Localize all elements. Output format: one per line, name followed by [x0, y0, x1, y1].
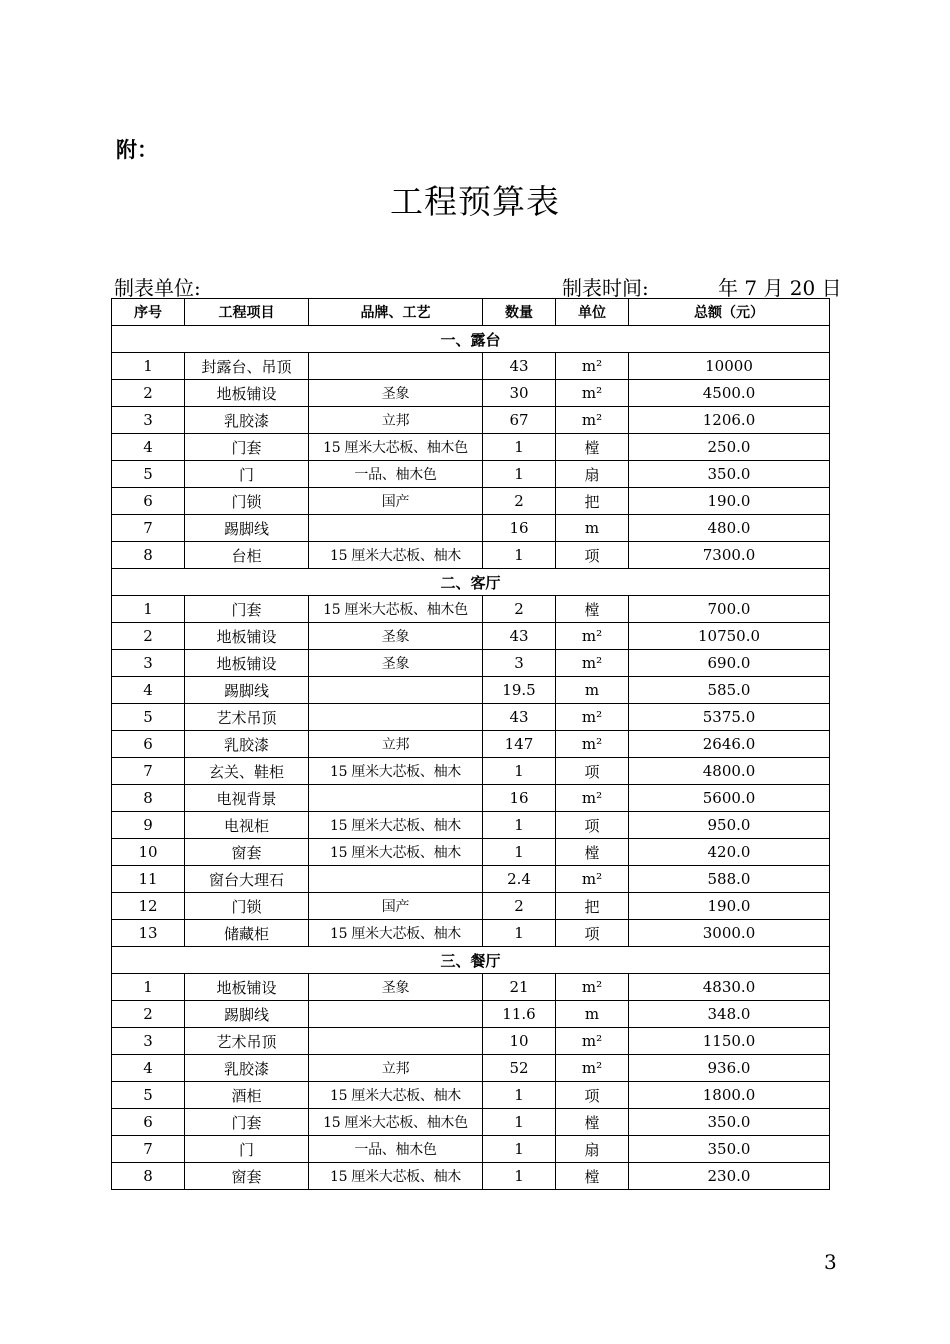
cell-item: 门	[185, 1136, 309, 1163]
cell-index: 8	[112, 1163, 185, 1190]
cell-index: 5	[112, 704, 185, 731]
cell-index: 8	[112, 785, 185, 812]
cell-unit: m²	[556, 731, 629, 758]
cell-unit: 樘	[556, 1109, 629, 1136]
cell-brand: 立邦	[309, 1055, 483, 1082]
cell-total: 700.0	[629, 596, 830, 623]
table-row	[112, 812, 830, 839]
cell-item: 门套	[185, 596, 309, 623]
table-header-row	[112, 299, 830, 326]
cell-item: 窗套	[185, 839, 309, 866]
cell-item: 门套	[185, 1109, 309, 1136]
cell-brand: 立邦	[309, 407, 483, 434]
cell-total: 7300.0	[629, 542, 830, 569]
cell-total: 1206.0	[629, 407, 830, 434]
cell-unit: 扇	[556, 461, 629, 488]
cell-index: 9	[112, 812, 185, 839]
table-row	[112, 434, 830, 461]
cell-unit: m	[556, 1001, 629, 1028]
cell-unit: m²	[556, 650, 629, 677]
cell-brand	[309, 1028, 483, 1055]
cell-index: 2	[112, 623, 185, 650]
cell-quantity: 1	[483, 1109, 556, 1136]
cell-unit: 把	[556, 893, 629, 920]
cell-unit: m²	[556, 866, 629, 893]
cell-quantity: 3	[483, 650, 556, 677]
cell-index: 11	[112, 866, 185, 893]
cell-total: 5600.0	[629, 785, 830, 812]
cell-item: 地板铺设	[185, 380, 309, 407]
cell-index: 1	[112, 596, 185, 623]
cell-total: 350.0	[629, 1136, 830, 1163]
cell-quantity: 1	[483, 758, 556, 785]
cell-brand: 圣象	[309, 974, 483, 1001]
cell-brand	[309, 785, 483, 812]
cell-total: 190.0	[629, 488, 830, 515]
table-row	[112, 1082, 830, 1109]
page-number: 3	[824, 1250, 837, 1274]
cell-brand: 15 厘米大芯板、柚木	[309, 758, 483, 785]
section-title: 三、餐厅	[112, 947, 830, 974]
cell-quantity: 2	[483, 596, 556, 623]
table-row	[112, 920, 830, 947]
cell-brand	[309, 677, 483, 704]
cell-unit: 樘	[556, 434, 629, 461]
cell-unit: 项	[556, 542, 629, 569]
header-quantity: 数量	[483, 299, 556, 326]
cell-index: 7	[112, 515, 185, 542]
table-row	[112, 407, 830, 434]
cell-quantity: 11.6	[483, 1001, 556, 1028]
cell-brand	[309, 704, 483, 731]
cell-total: 3000.0	[629, 920, 830, 947]
cell-index: 6	[112, 1109, 185, 1136]
table-row	[112, 758, 830, 785]
cell-unit: 项	[556, 920, 629, 947]
table-row	[112, 974, 830, 1001]
cell-item: 玄关、鞋柜	[185, 758, 309, 785]
table-row	[112, 353, 830, 380]
cell-quantity: 1	[483, 1163, 556, 1190]
cell-item: 门套	[185, 434, 309, 461]
cell-index: 2	[112, 1001, 185, 1028]
cell-brand: 15 厘米大芯板、柚木	[309, 839, 483, 866]
cell-quantity: 43	[483, 623, 556, 650]
attachment-prefix: 附：	[116, 138, 158, 162]
cell-index: 12	[112, 893, 185, 920]
cell-index: 6	[112, 731, 185, 758]
cell-total: 950.0	[629, 812, 830, 839]
cell-quantity: 1	[483, 1082, 556, 1109]
cell-brand: 15 厘米大芯板、柚木色	[309, 434, 483, 461]
table-row	[112, 1001, 830, 1028]
cell-item: 电视背景	[185, 785, 309, 812]
cell-total: 230.0	[629, 1163, 830, 1190]
cell-index: 7	[112, 1136, 185, 1163]
cell-total: 190.0	[629, 893, 830, 920]
cell-unit: 项	[556, 1082, 629, 1109]
cell-unit: 扇	[556, 1136, 629, 1163]
cell-quantity: 147	[483, 731, 556, 758]
cell-quantity: 16	[483, 785, 556, 812]
cell-unit: 樘	[556, 1163, 629, 1190]
cell-total: 690.0	[629, 650, 830, 677]
cell-index: 6	[112, 488, 185, 515]
cell-unit: 樘	[556, 596, 629, 623]
cell-brand: 15 厘米大芯板、柚木	[309, 1082, 483, 1109]
cell-item: 酒柜	[185, 1082, 309, 1109]
table-row	[112, 488, 830, 515]
cell-total: 5375.0	[629, 704, 830, 731]
cell-quantity: 43	[483, 704, 556, 731]
table-row	[112, 1163, 830, 1190]
cell-quantity: 1	[483, 461, 556, 488]
cell-unit: 把	[556, 488, 629, 515]
cell-quantity: 21	[483, 974, 556, 1001]
cell-brand: 15 厘米大芯板、柚木	[309, 920, 483, 947]
table-row	[112, 731, 830, 758]
cell-total: 420.0	[629, 839, 830, 866]
table-body	[112, 326, 830, 1190]
cell-item: 窗台大理石	[185, 866, 309, 893]
cell-index: 5	[112, 461, 185, 488]
cell-index: 1	[112, 974, 185, 1001]
cell-total: 4830.0	[629, 974, 830, 1001]
cell-quantity: 67	[483, 407, 556, 434]
cell-unit: m	[556, 677, 629, 704]
prepared-by-label: 制表单位:	[114, 276, 201, 300]
cell-quantity: 30	[483, 380, 556, 407]
cell-total: 1150.0	[629, 1028, 830, 1055]
cell-brand: 国产	[309, 488, 483, 515]
cell-index: 3	[112, 650, 185, 677]
cell-total: 250.0	[629, 434, 830, 461]
cell-unit: m²	[556, 704, 629, 731]
cell-total: 10750.0	[629, 623, 830, 650]
cell-index: 10	[112, 839, 185, 866]
cell-total: 936.0	[629, 1055, 830, 1082]
header-total: 总额（元）	[629, 299, 830, 326]
cell-item: 门锁	[185, 488, 309, 515]
table-row	[112, 839, 830, 866]
cell-brand: 国产	[309, 893, 483, 920]
cell-item: 乳胶漆	[185, 1055, 309, 1082]
header-unit: 单位	[556, 299, 629, 326]
cell-total: 4500.0	[629, 380, 830, 407]
cell-unit: m²	[556, 974, 629, 1001]
cell-item: 门锁	[185, 893, 309, 920]
cell-total: 588.0	[629, 866, 830, 893]
cell-brand: 圣象	[309, 623, 483, 650]
table-row	[112, 461, 830, 488]
table-row	[112, 596, 830, 623]
cell-brand: 15 厘米大芯板、柚木	[309, 1163, 483, 1190]
section-row	[112, 326, 830, 353]
cell-quantity: 1	[483, 542, 556, 569]
cell-brand: 圣象	[309, 650, 483, 677]
cell-unit: m²	[556, 623, 629, 650]
prepared-time-label: 制表时间:	[562, 276, 649, 300]
section-row	[112, 569, 830, 596]
cell-quantity: 43	[483, 353, 556, 380]
table-row	[112, 650, 830, 677]
cell-index: 4	[112, 434, 185, 461]
cell-item: 乳胶漆	[185, 407, 309, 434]
table-row	[112, 704, 830, 731]
section-row	[112, 947, 830, 974]
cell-unit: m²	[556, 785, 629, 812]
cell-brand: 15 厘米大芯板、柚木	[309, 542, 483, 569]
cell-brand: 一品、柚木色	[309, 461, 483, 488]
cell-total: 10000	[629, 353, 830, 380]
cell-unit: m²	[556, 1055, 629, 1082]
table-row	[112, 1028, 830, 1055]
header-item: 工程项目	[185, 299, 309, 326]
cell-brand	[309, 866, 483, 893]
cell-index: 1	[112, 353, 185, 380]
cell-item: 艺术吊顶	[185, 1028, 309, 1055]
cell-quantity: 1	[483, 839, 556, 866]
cell-item: 地板铺设	[185, 974, 309, 1001]
cell-index: 2	[112, 380, 185, 407]
cell-total: 1800.0	[629, 1082, 830, 1109]
cell-quantity: 1	[483, 434, 556, 461]
cell-item: 地板铺设	[185, 623, 309, 650]
table-row	[112, 623, 830, 650]
cell-unit: m²	[556, 380, 629, 407]
cell-item: 踢脚线	[185, 515, 309, 542]
cell-index: 13	[112, 920, 185, 947]
cell-item: 门	[185, 461, 309, 488]
table-row	[112, 866, 830, 893]
cell-item: 窗套	[185, 1163, 309, 1190]
cell-brand: 15 厘米大芯板、柚木色	[309, 1109, 483, 1136]
cell-item: 地板铺设	[185, 650, 309, 677]
cell-total: 348.0	[629, 1001, 830, 1028]
table-row	[112, 1109, 830, 1136]
cell-unit: 樘	[556, 839, 629, 866]
cell-item: 储藏柜	[185, 920, 309, 947]
cell-index: 4	[112, 677, 185, 704]
cell-brand	[309, 1001, 483, 1028]
table-row	[112, 380, 830, 407]
cell-brand: 15 厘米大芯板、柚木	[309, 812, 483, 839]
cell-total: 350.0	[629, 1109, 830, 1136]
cell-unit: 项	[556, 812, 629, 839]
cell-quantity: 1	[483, 1136, 556, 1163]
cell-index: 7	[112, 758, 185, 785]
table-row	[112, 1136, 830, 1163]
cell-unit: m	[556, 515, 629, 542]
header-brand: 品牌、工艺	[309, 299, 483, 326]
cell-brand: 圣象	[309, 380, 483, 407]
cell-index: 4	[112, 1055, 185, 1082]
cell-item: 电视柜	[185, 812, 309, 839]
cell-brand	[309, 353, 483, 380]
cell-brand: 立邦	[309, 731, 483, 758]
cell-unit: m²	[556, 353, 629, 380]
cell-quantity: 2.4	[483, 866, 556, 893]
cell-index: 5	[112, 1082, 185, 1109]
table-row	[112, 785, 830, 812]
table-row	[112, 515, 830, 542]
cell-unit: m²	[556, 1028, 629, 1055]
cell-quantity: 1	[483, 812, 556, 839]
cell-quantity: 1	[483, 920, 556, 947]
cell-total: 350.0	[629, 461, 830, 488]
cell-index: 8	[112, 542, 185, 569]
section-title: 二、客厅	[112, 569, 830, 596]
cell-total: 585.0	[629, 677, 830, 704]
cell-quantity: 16	[483, 515, 556, 542]
cell-item: 封露台、吊顶	[185, 353, 309, 380]
budget-table	[111, 298, 830, 1190]
cell-quantity: 52	[483, 1055, 556, 1082]
cell-index: 3	[112, 407, 185, 434]
page-title: 工程预算表	[390, 182, 560, 221]
cell-total: 4800.0	[629, 758, 830, 785]
table-row	[112, 677, 830, 704]
cell-item: 艺术吊顶	[185, 704, 309, 731]
cell-brand	[309, 515, 483, 542]
cell-quantity: 2	[483, 488, 556, 515]
cell-item: 台柜	[185, 542, 309, 569]
section-title: 一、露台	[112, 326, 830, 353]
cell-quantity: 19.5	[483, 677, 556, 704]
prepared-date: 年 7 月 20 日	[718, 276, 842, 300]
cell-total: 2646.0	[629, 731, 830, 758]
cell-brand: 15 厘米大芯板、柚木色	[309, 596, 483, 623]
cell-index: 3	[112, 1028, 185, 1055]
cell-item: 踢脚线	[185, 677, 309, 704]
cell-brand: 一品、柚木色	[309, 1136, 483, 1163]
header-index: 序号	[112, 299, 185, 326]
cell-total: 480.0	[629, 515, 830, 542]
table-row	[112, 542, 830, 569]
cell-quantity: 2	[483, 893, 556, 920]
table-row	[112, 1055, 830, 1082]
cell-unit: m²	[556, 407, 629, 434]
table-row	[112, 893, 830, 920]
cell-item: 乳胶漆	[185, 731, 309, 758]
cell-item: 踢脚线	[185, 1001, 309, 1028]
cell-quantity: 10	[483, 1028, 556, 1055]
cell-unit: 项	[556, 758, 629, 785]
